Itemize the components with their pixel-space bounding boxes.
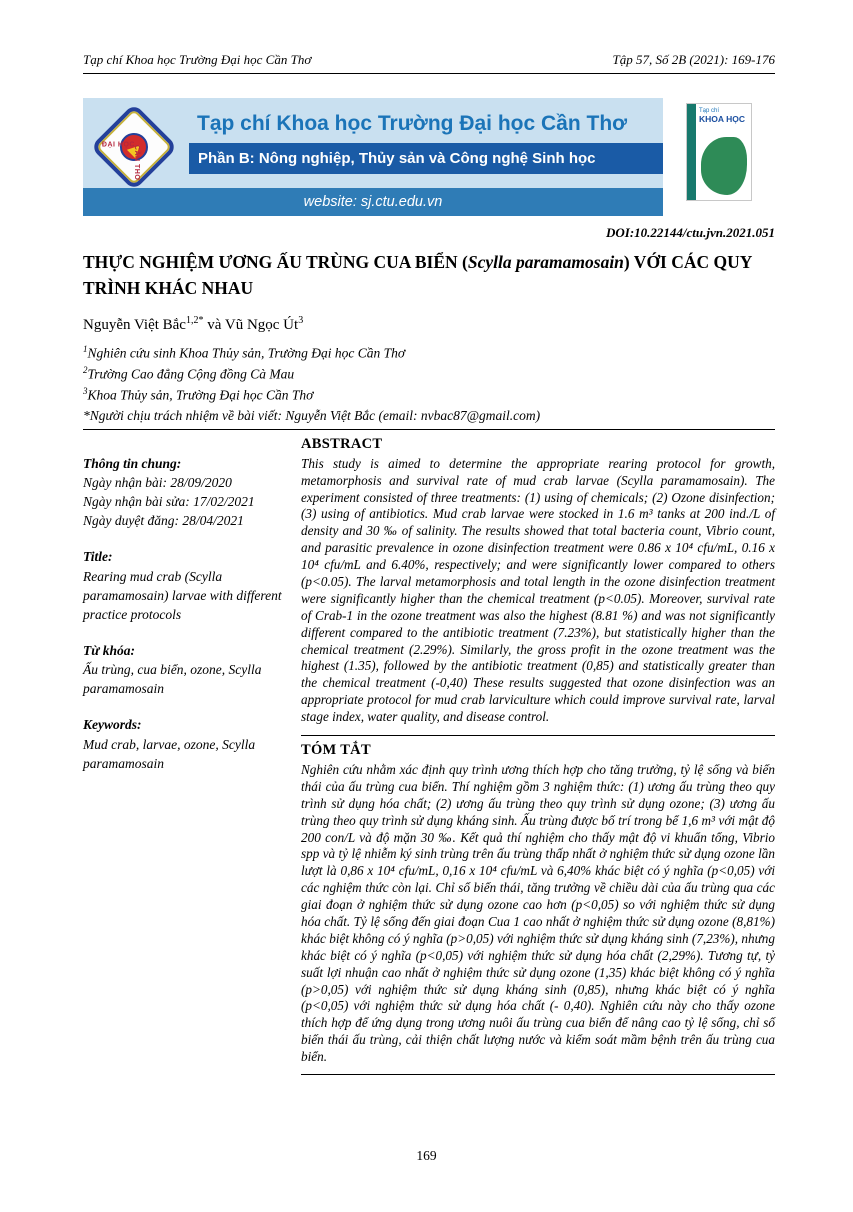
running-head [83, 52, 775, 68]
author-affiliation-marker: 3 [298, 314, 304, 326]
keywords-vi: Ấu trùng, cua biển, ozone, Scylla paramamosain [83, 662, 262, 697]
article-title-pre: THỰC NGHIỆM ƯƠNG ẤU TRÙNG CUA BIỂN ( [83, 252, 468, 272]
banner-journal-title: Tạp chí Khoa học Trường Đại học Cần Thơ [197, 112, 628, 135]
keywords-en: Mud crab, larvae, ozone, Scylla paramamosain [83, 736, 256, 771]
article-title-post: ) VỚI CÁC QUY TRÌNH KHÁC NHAU [83, 252, 752, 299]
keywords-en-label: Keywords: [83, 717, 142, 733]
logo-diamond-shape [90, 103, 178, 191]
abstract-text-vi: Nghiên cứu nhằm xác định quy trình ương thích hợp cho tăng trưởng, tỷ lệ sống và biến thái của ấu trùng cua biển. Thí nghiệm gồm 3 nghiệm thức: (1) ương ấu trùng theo quy trình sử dụng hóa chất; (2) ương ấu trùng theo quy trình sử dụng ozone; (3) ương ấu trùng theo quy trình sử dụng kháng sinh. Ấu trùng được bố trí trong bể 1,6 m³ với mật độ 200 con/L và độ mặn 30 ‰. Kết quả thí nghiệm cho thấy mật độ vi khuẩn tổng, Vibrio spp và tỷ lệ nhiễm ký sinh trùng trên ấu trùng thấp nhất ở nghiệm thức sử dụng ozone lần lượt là 0,86 x 10⁴ cfu/mL, 0,16 x 10⁴ cfu/mL và 6,40% khác biệt có ý nghĩa (p<0,05) với các nghiệm thức còn lại. Chỉ số biến thái, tăng trưởng về chiều dài của ấu trùng qua các giai đoạn ở nghiệm thức sử dụng ozone cao hơn (p<0,05) so với nghiệm thức sử dụng hóa chất. Tỷ lệ sống đến giai đoạn Cua 1 cao nhất ở nghiệm thức sử dụng ozone (8,81%) khác biệt không có ý nghĩa (p>0,05) với nghiệm thức sử dụng kháng sinh (7,23%), nhưng khác biệt có ý nghĩa (p<0,05) với nghiệm thức sử dụng hóa chất (2,29%). Tương tự, tỷ suất lợi nhuận cao nhất ở nghiệm thức sử dụng ozone (1,35) khác biệt không có ý nghĩa (p>0,05) với nghiệm thức sử dụng kháng sinh (0,85), nhưng khác biệt có ý nghĩa (p<0,05) với nghiệm thức sử dụng hóa chất (- 0,40). Nghiên cứu này cho thấy ozone thích hợp để ứng dụng trong ương nuôi ấu trùng cua biển để nâng cao tỷ lệ sống, chỉ số biến thái ấu trùng, cải thiện chất lượng nước và kiểm soát mầm bệnh trên ấu trùng cua biển. [301, 762, 775, 1065]
journal-cover-thumbnail [686, 103, 752, 201]
banner-section-subtitle: Phần B: Nông nghiệp, Thủy sản và Công nghệ Sinh học [189, 143, 663, 174]
title-label: Title: [83, 549, 113, 565]
affiliation-text: Nghiên cứu sinh Khoa Thủy sản, Trường Đại học Cần Thơ [87, 345, 406, 360]
authors-line [83, 315, 775, 334]
banner-website-link[interactable]: website: sj.ctu.edu.vn [83, 188, 663, 216]
logo-text-right: CẦN THƠ [133, 144, 141, 181]
info-heading: Thông tin chung: [83, 455, 182, 471]
english-title: Rearing mud crab (Scylla paramamosain) larvae with different practice protocols [83, 568, 282, 622]
accepted-date: Ngày duyệt đăng: 28/04/2021 [83, 513, 244, 529]
cover-map-graphic [701, 137, 747, 195]
abstract-heading: ABSTRACT [301, 435, 383, 452]
author-affiliation-marker: 1,2* [185, 314, 204, 326]
banner-cover-column [663, 98, 775, 216]
affiliation-line [83, 385, 775, 406]
affiliation-text: Khoa Thủy sản, Trường Đại học Cần Thơ [87, 387, 314, 403]
cover-spine-band [687, 104, 696, 200]
keywords-vi-label: Từ khóa: [83, 643, 135, 659]
running-head-journal: Tạp chí Khoa học Trường Đại học Cần Thơ [83, 52, 312, 67]
affiliation-line [83, 343, 775, 364]
article-title [83, 249, 775, 302]
affiliation-line [83, 364, 775, 385]
author-name: Vũ Ngọc Út [224, 316, 299, 333]
cover-journal-name: KHOA HỌC [699, 113, 745, 124]
article-body [83, 430, 775, 1075]
correspondence-line: *Người chịu trách nhiệm về bài viết: Nguyễn Việt Bắc (email: nvbac87@gmail.com) [83, 407, 541, 423]
header-rule [83, 73, 775, 74]
author-name: Nguyễn Việt Bắc [83, 316, 186, 333]
article-title-species: Scylla paramamosain [467, 252, 624, 272]
affiliation-marker: 2 [83, 364, 88, 375]
affiliations-block [83, 343, 775, 407]
abstract-text-en: This study is aimed to determine the appropriate rearing protocol for growth, metamorphosis and survival rate of mud crab larvae (Scylla paramamosain). The experiment consisted of three treatments: (1) using of chemicals; (2) Ozone disinfection; (3) using of antibiotics. Mud crab larvae were stocked in 1.6 m³ tanks at 200 ind./L of density and 30 ‰ of salinity. The results showed that total bacteria count, Vibrio count, and parasitic prevalence in ozone disinfection treatment were 0.86 x 10⁴ cfu/mL, 0.16 x 10⁴ cfu/mL and 6.40%, respectively; and were significantly lower compared to others (p<0.05). The larval metamorphosis and total length in the ozone disinfection treatment were significantly higher than the chemical treatment (p<0.05). Moreover, survival rate of Crab-1 in the ozone treatment was also the highest (8.81 %) and was not significantly different compared to the antibiotic treatment (7.23%), but statistically higher than the chemical treatment (2.29%). Similarly, the gross profit in the ozone treatment was the highest (1.35), followed by the antibiotic treatment (0,85) and statistically greater than the chemical treatment (-0,40) These results suggested that ozone disinfection was an appropriate protocol for mud crab larviculture which could improve survival rate, larval stage index, water quality, and disease control. [301, 455, 775, 725]
received-date: Ngày nhận bài: 28/09/2020 [83, 474, 232, 490]
doi-link[interactable]: DOI:10.22144/ctu.jvn.2021.051 [606, 225, 775, 240]
affiliation-marker: 1 [83, 343, 88, 354]
cover-text [699, 108, 749, 124]
page-number: 169 [416, 1148, 437, 1163]
affiliation-text: Trường Cao đẳng Cộng đồng Cà Mau [87, 366, 295, 382]
abstract-column [301, 430, 775, 1075]
running-head-issue: Tập 57, Số 2B (2021): 169-176 [612, 52, 775, 67]
logo-text-left: ĐẠI HỌC [101, 141, 135, 149]
tomtat-divider [301, 735, 775, 736]
revised-date: Ngày nhận bài sửa: 17/02/2021 [83, 494, 255, 510]
affiliation-marker: 3 [83, 386, 88, 397]
article-info-column [83, 430, 285, 1075]
journal-banner [83, 98, 775, 216]
authors-joiner: và [203, 316, 225, 333]
cover-journal-label: Tạp chí [699, 108, 720, 114]
tomtat-heading: TÓM TẮT [301, 742, 371, 759]
abstract-bottom-rule [301, 1074, 775, 1075]
